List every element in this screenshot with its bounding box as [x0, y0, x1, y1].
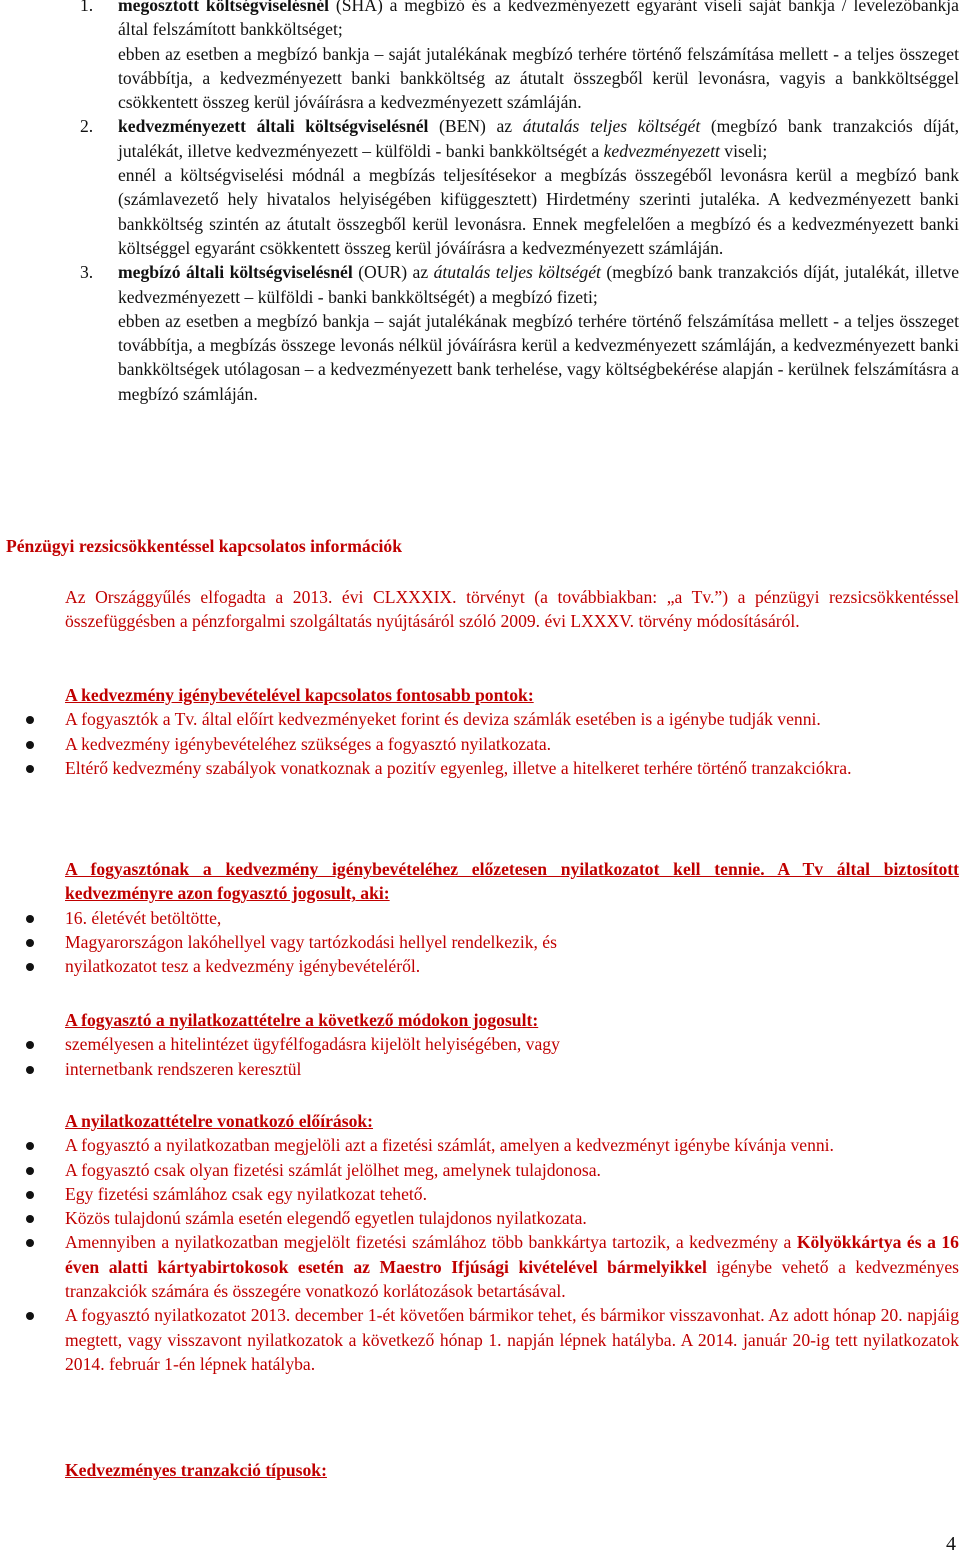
bullet-icon [26, 1041, 34, 1049]
list-number: 1. [80, 0, 94, 15]
bullet-icon [26, 1167, 34, 1175]
list-item-text: Eltérő kedvezmény szabályok vonatkoznak a pozitív egyenleg, illetve a hitelkeret terhére történő tranzakciókra. [65, 757, 852, 778]
option-detail: ennél a költségviselési módnál a megbízás teljesítésekor a megbízás összegéből levonásra kerül a megbízó bank (számlavezető hely hivatalos helyiségében kifüggesztett) Hirdetmény szerinti jutaléka. A kedvezményezett banki bankköltség szintén az átutalt összegből kerül levonásra. Ennek megfelelően a megbízó és a kedvezményezett banki költséggel egyaránt csökkentett összeg kerül jóváírásra a kedvezményezett számláján. [118, 165, 959, 258]
section-heading: Pénzügyi rezsicsökkentéssel kapcsolatos információk [6, 536, 403, 556]
option-text: (megbízó bank tranzakciós díját, jutalékát, illetve kedvezményezett – külföldi - banki bankköltségét) a megbízó fizeti; [118, 262, 960, 307]
list-item-text: A kedvezmény igénybevételéhez szükséges a fogyasztó nyilatkozata. [65, 733, 552, 754]
rules-title: A nyilatkozattételre vonatkozó előírások: [65, 1111, 374, 1131]
list-item [65, 1303, 959, 1376]
rules-section [65, 1109, 959, 1376]
list-item-text: A fogyasztó a nyilatkozatban megjelöli azt a fizetési számlát, amelyen a kedvezményt igénybe kívánja venni. [65, 1135, 834, 1156]
option-detail: ebben az esetben a megbízó bankja – saját jutalékának megbízó terhére történő felszámítása mellett - a teljes összeget továbbítja, a megbízás összege levonás nélkül jóváírásra kerül a kedvezményezett számláján, a kedvezményezett banki bankköltségek utólagosan – a kedvezményezett bank terhelése, vagy költségbekérése alapján - kerülnek felszámításra a megbízó számláján. [118, 310, 959, 404]
bullet-icon [26, 1215, 34, 1223]
list-item-text: személyesen a hitelintézet ügyfélfogadásra kijelölt helyiségében, vagy [65, 1034, 560, 1055]
bullet-icon [26, 1142, 34, 1150]
list-item-text: 16. életévét betöltötte, [65, 907, 222, 928]
bullet-icon [26, 1066, 34, 1074]
list-number: 3. [80, 262, 94, 283]
list-item-text: A fogyasztók a Tv. által előírt kedvezményeket forint és deviza számlák esetében is a igénybe tudják venni. [65, 709, 821, 730]
bullet-icon [26, 765, 34, 773]
list-item-text: internetbank rendszeren keresztül [65, 1058, 302, 1079]
list-item [65, 756, 959, 780]
list-number: 2. [80, 116, 94, 137]
option-term: megosztott költségviselésnél [118, 0, 330, 15]
page-number: 4 [946, 1533, 956, 1555]
intro-paragraph: Az Országgyűlés elfogadta a 2013. évi CLXXXIX. törvényt (a továbbiakban: „a Tv.”) a pénzügyi rezsicsökkentéssel összefüggésben a pénzforgalmi szolgáltatás nyújtásáról szóló 2009. évi LXXXV. törvény módosításáról. [65, 587, 959, 632]
list-item-text: Egy fizetési számlához csak egy nyilatkozat tehető. [65, 1183, 427, 1204]
list-item [65, 1133, 959, 1157]
list-item-text: A fogyasztó nyilatkozatot 2013. december 1-ét követően bármikor tehet, és bármikor visszavonhat. Az adott hónap 20. napjáig megtett, vagy visszavont nyilatkozatok a következő hónap 1. napján lépnek hatályba. A 2014. január 20-ig tett nyilatkozatok 2014. február 1-én lépnek hatályba. [65, 1305, 959, 1374]
bullet-icon [26, 939, 34, 947]
option-text: (SHA) a megbízó és a kedvezményezett egyaránt viseli saját bankja / levelezőbankja által felszámított bankköltséget; [118, 0, 959, 40]
list-item [65, 1230, 959, 1303]
list-item [65, 707, 959, 731]
option-text: viseli; [719, 140, 768, 161]
bullet-icon [26, 915, 34, 923]
option-emphasis: kedvezményezett [603, 140, 720, 161]
methods-list [65, 1032, 959, 1081]
bullet-icon [26, 1312, 34, 1320]
option-emphasis: átutalás teljes költségét [522, 116, 701, 137]
option-text: (BEN) az [428, 116, 523, 137]
eligibility-title: A fogyasztónak a kedvezmény igénybevételéhez előzetesen nyilatkozatot kell tennie. A Tv által biztosított kedvezményre azon fogyasztó jogosult, aki: [65, 859, 959, 904]
list-item [65, 1206, 959, 1230]
option-detail: ebben az esetben a megbízó bankja – saját jutalékának megbízó terhére történő felszámítása mellett - a teljes összeget továbbítja, a kedvezményezett banki bankköltség az átutalt összegből kerül levonásra, vagyis a bankköltséggel csökkentett összeg kerül jóváírásra a kedvezményezett számláján. [118, 43, 959, 113]
methods-section [65, 1008, 959, 1081]
list-item [65, 1057, 959, 1081]
option-emphasis: átutalás teljes költségét [433, 262, 601, 283]
types-title: Kedvezményes tranzakció típusok: [65, 1460, 327, 1480]
list-item [65, 1158, 959, 1182]
list-item [65, 954, 959, 978]
option-term: kedvezményezett általi költségviselésnél [118, 116, 429, 137]
option-text: (megbízó bank tranzakciós díját, jutalékát, illetve kedvezményezett – külföldi - banki bankköltségét a [118, 116, 959, 161]
list-item-text: Magyarországon lakóhellyel vagy tartózkodási hellyel rendelkezik, és [65, 931, 557, 952]
list-item-text: Amennyiben a nyilatkozatban megjelölt fizetési számlához több bankkártya tartozik, a kedvezmény a [65, 1232, 797, 1253]
list-item [65, 930, 959, 954]
list-item [65, 906, 959, 930]
option-term: megbízó általi költségviselésnél [118, 262, 353, 283]
bullet-icon [26, 1191, 34, 1199]
eligibility-list [65, 906, 959, 979]
methods-title: A fogyasztó a nyilatkozattételre a következő módokon jogosult: [65, 1010, 539, 1030]
points-list [65, 707, 959, 780]
option-text: (OUR) az [352, 262, 434, 283]
billing-option-our [80, 260, 960, 406]
bullet-icon [26, 963, 34, 971]
list-item-emphasis: Kölyökkártya és a 16 éven alatti kártyabirtokosok esetén az Maestro Ifjúsági kivételével bármelyikkel [65, 1232, 959, 1277]
points-title: A kedvezmény igénybevételével kapcsolatos fontosabb pontok: [65, 685, 534, 705]
billing-option-sha [80, 0, 959, 114]
bullet-icon [26, 716, 34, 724]
bullet-icon [26, 741, 34, 749]
list-item [65, 1032, 959, 1056]
list-item-text: A fogyasztó csak olyan fizetési számlát jelölhet meg, amelynek tulajdonosa. [65, 1159, 601, 1180]
billing-options-list [80, 0, 960, 406]
eligibility-section [65, 857, 959, 978]
points-section [65, 683, 959, 780]
billing-option-ben [80, 114, 959, 260]
rules-list [65, 1133, 959, 1376]
bullet-icon [26, 1239, 34, 1247]
list-item [65, 732, 959, 756]
list-item-text: nyilatkozatot tesz a kedvezmény igénybevételéről. [65, 956, 421, 977]
list-item-text: igénybe vehető a kedvezményes tranzakciók számára és összegére vonatkozó korlátozások betartásával. [65, 1256, 959, 1302]
types-section [65, 1458, 959, 1482]
list-item [65, 1182, 959, 1206]
list-item-text: Közös tulajdonú számla esetén elegendő egyetlen tulajdonos nyilatkozata. [65, 1208, 587, 1229]
